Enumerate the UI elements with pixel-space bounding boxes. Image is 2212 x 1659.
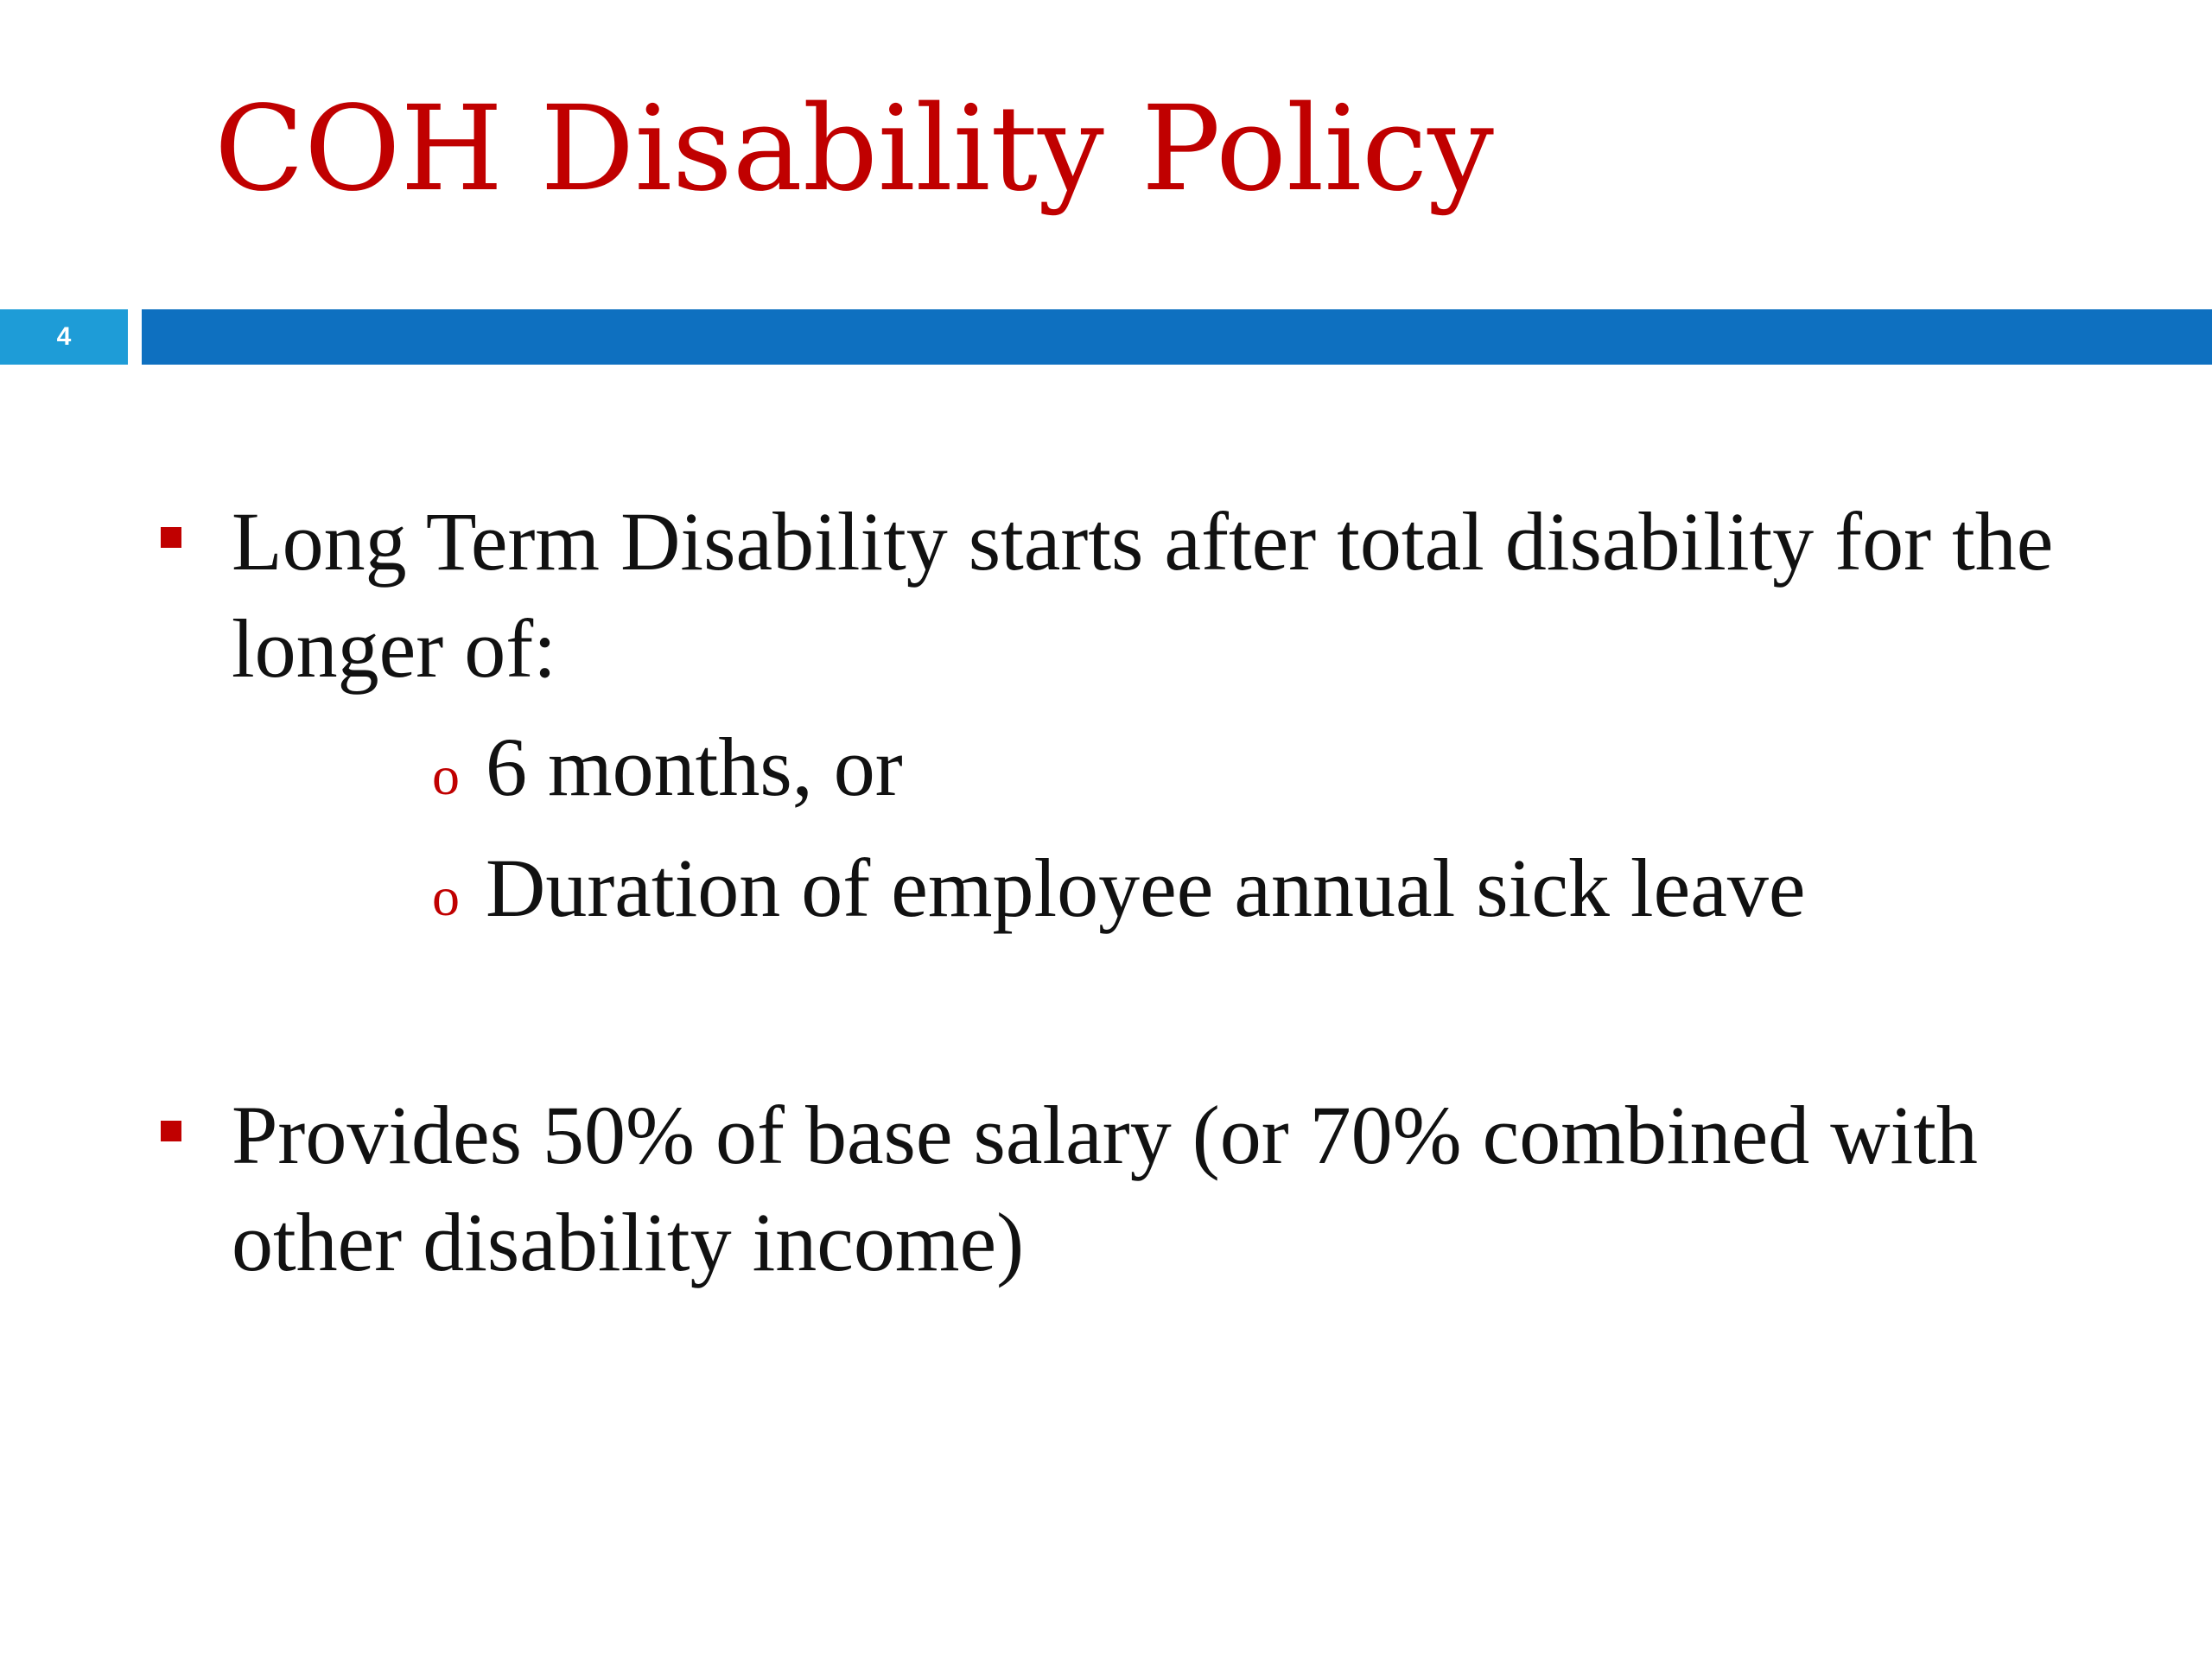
square-bullet-icon xyxy=(161,527,181,548)
slide-number: 4 xyxy=(0,309,128,365)
sub-item-sick-leave: Duration of employee annual sick leave xyxy=(486,842,1806,934)
sub-item-6-months: 6 months, or xyxy=(486,721,903,813)
square-bullet-icon xyxy=(161,1121,181,1141)
circle-bullet-icon: o xyxy=(432,866,460,927)
circle-bullet-icon: o xyxy=(432,745,460,806)
slide-title: COH Disability Policy xyxy=(214,81,1494,218)
bullet-text-base-salary: Provides 50% of base salary (or 70% combined with other disability income) xyxy=(232,1089,1978,1288)
bullet-text-long-term-disability: Long Term Disability starts after total disability for the longer of: xyxy=(232,495,2054,695)
